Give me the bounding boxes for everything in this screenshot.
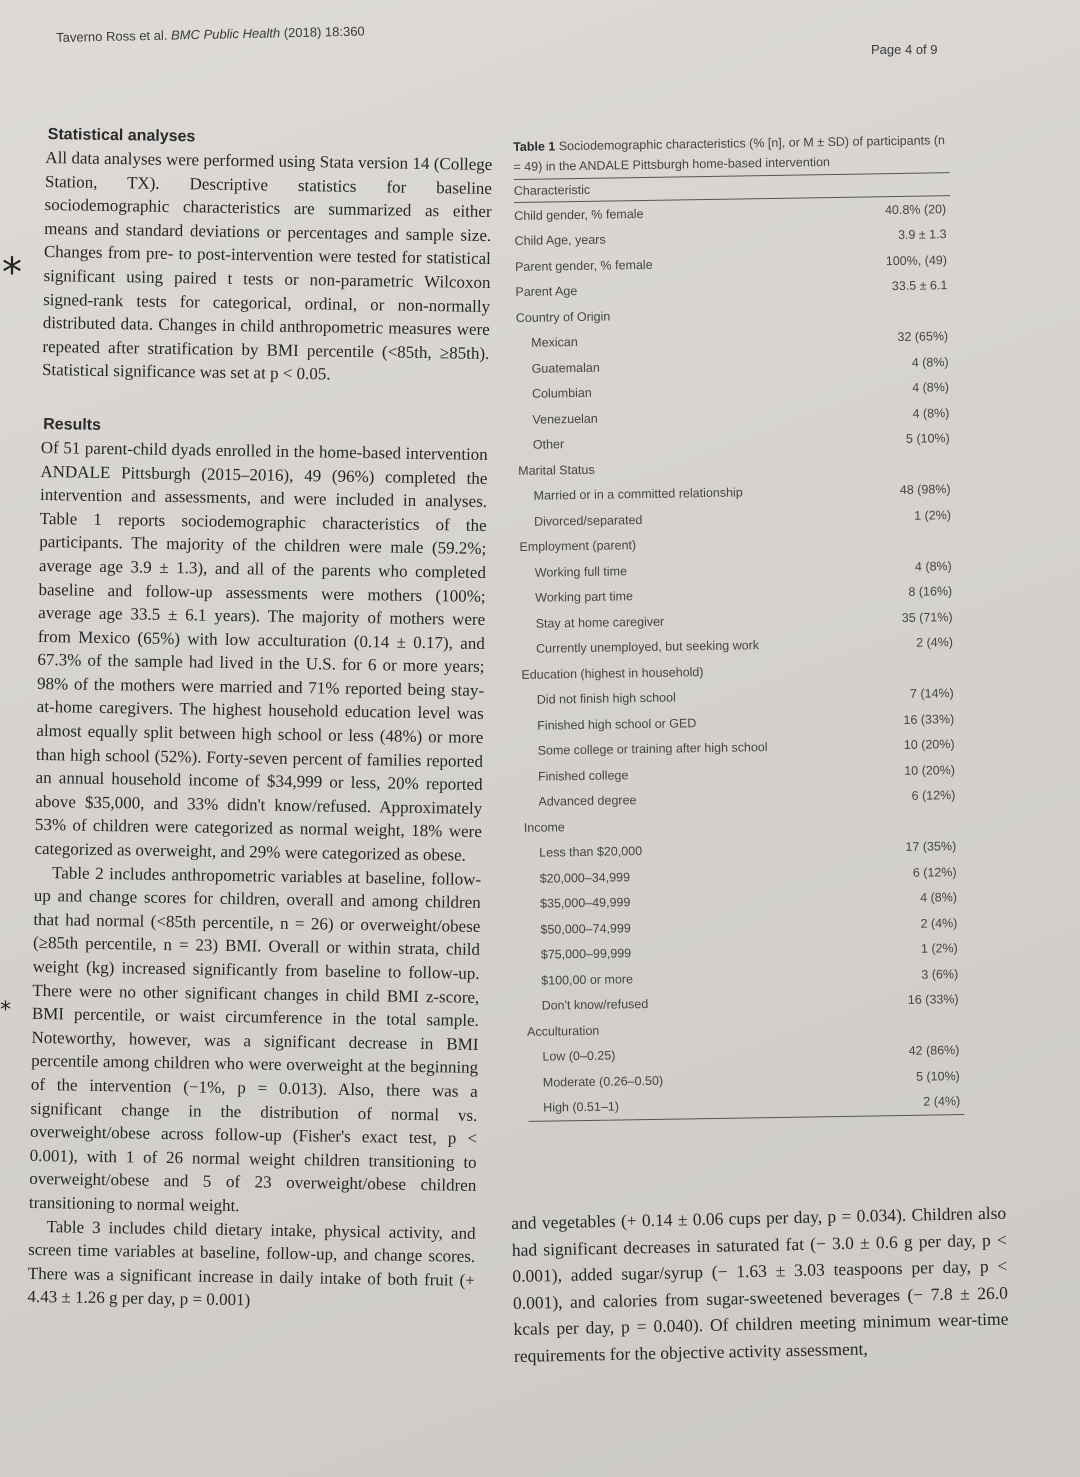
- table-cell-value: 3 (6%): [921, 966, 959, 982]
- table-cell-value: 1 (2%): [920, 941, 958, 956]
- table-cell-value: 3.9 ± 1.3: [897, 227, 947, 243]
- table-cell-value: 4 (8%): [912, 380, 950, 396]
- table-cell-label: $100,00 or more: [541, 971, 634, 988]
- results-paragraph-2: Table 2 includes anthropometric variables at baseline, follow-up and change scores for children, overall and among children that had normal (<85th percentile, n = 26) or overweight/obese (≥85th percentile, n = 23) BMI. Overall or within strata, child weight (kg) increased significantly from baseline to follow-up. There were no other significant changes in child BMI z-score, BMI percentile, or waist circumference in the total sample. Noteworthy, however, was a significant decrease in BMI percentile among children who were overweight at the beginning of the intervention (−1%, p = 0.013). Also, there was a significant change in the distribution of normal vs. overweight/obese across follow-up (Fisher's exact test, p < 0.001), with 1 of 26 normal weight children transitioning to overweight/obese and 5 of 23 overweight/obese children transitioning to normal weight.: [28, 862, 482, 1216]
- table-cell-value: 6 (12%): [912, 864, 957, 880]
- table-cell-label: Columbian: [531, 386, 592, 401]
- table-cell-label: Child Age, years: [514, 232, 606, 249]
- table-cell-label: Less than $20,000: [539, 844, 643, 860]
- table-cell-label: $20,000–34,999: [539, 870, 631, 886]
- running-head: [56, 24, 365, 45]
- table-caption-label: Table 1: [513, 139, 556, 154]
- table-cell-value: 32 (65%): [897, 329, 949, 345]
- table-cell-label: Guatemalan: [531, 360, 600, 376]
- table-cell-label: Married or in a committed relationship: [533, 485, 743, 503]
- table-cell-label: Venezuelan: [532, 411, 598, 427]
- table-cell-label: Acculturation: [526, 1023, 600, 1039]
- table-caption-text: Sociodemographic characteristics (% [n], or M ± SD) of participants (n = 49) in the ANDALE Pittsburgh home-based intervention: [513, 133, 946, 174]
- table-cell-label: Country of Origin: [515, 309, 611, 325]
- table-cell-label: Parent Age: [515, 284, 578, 300]
- table-cell-value: 4 (8%): [914, 558, 952, 574]
- handwritten-asterisk-mark: *: [2, 250, 22, 296]
- table-cell-value: 100%, (49): [885, 252, 948, 268]
- table-cell-label: Mexican: [531, 335, 578, 350]
- table-cell-value: 10 (20%): [903, 737, 955, 753]
- table-cell-value: 4 (8%): [912, 405, 950, 421]
- table-cell-label: Moderate (0.26–0.50): [542, 1073, 664, 1090]
- table-cell-value: 1 (2%): [914, 507, 952, 523]
- table-cell-label: Income: [523, 820, 565, 835]
- table-cell-value: 2 (4%): [920, 915, 958, 931]
- results-paragraph-3: Table 3 includes child dietary intake, physical activity, and screen time variables at baseline, follow-up, and change scores. There was a significant increase in daily intake of both fruit (+ 4.43 ± 1.26 g per day, p = 0.001): [27, 1216, 476, 1310]
- running-head-authors: Taverno Ross et al.: [56, 27, 168, 45]
- right-column-paragraph: and vegetables (+ 0.14 ± 0.06 cups per day, p = 0.034). Children also had significant decreases in saturated fat (− 3.0 ± 0.6 g per day, p < 0.001), added sugar/syrup (− 1.63 ± 3.03 teaspoons per day, p < 0.001), and calories from sugar-sweetened beverages (− 7.8 ± 26.0 kcals per day, p = 0.040). Of children meeting minimum wear-time requirements for the objective activity assessment,: [511, 1202, 1009, 1366]
- table-cell-value: 2 (4%): [916, 635, 954, 650]
- table-cell-label: Employment (parent): [519, 538, 637, 555]
- running-head-journal: BMC Public Health: [170, 25, 281, 43]
- table-cell-value: 2 (4%): [923, 1094, 961, 1109]
- table-cell-label: Parent gender, % female: [514, 257, 653, 274]
- table-cell-value: 7 (14%): [909, 686, 954, 702]
- table-cell-label: Other: [532, 437, 565, 452]
- running-head-citation: (2018) 18:360: [283, 23, 365, 41]
- section-title-statistical-analyses: Statistical analyses: [47, 126, 196, 146]
- table-cell-label: Working full time: [534, 564, 628, 580]
- table-cell-value: 8 (16%): [908, 584, 953, 600]
- table-cell-label: $35,000–49,999: [539, 895, 631, 911]
- table-cell-label: Stay at home caregiver: [535, 614, 665, 631]
- table-cell-label: Don't know/refused: [541, 997, 649, 1013]
- table-cell-value: 40.8% (20): [884, 201, 947, 217]
- table-cell-value: 17 (35%): [905, 839, 957, 855]
- table-column-header: Characteristic: [513, 182, 591, 198]
- table-cell-value: 6 (12%): [911, 788, 956, 804]
- page-number: Page 4 of 9: [871, 42, 938, 57]
- table-cell-label: $75,000–99,999: [540, 946, 632, 962]
- table-body: [514, 196, 964, 1121]
- right-column: [511, 1200, 1009, 1369]
- table-cell-value: 5 (10%): [905, 431, 950, 447]
- table-cell-value: 16 (33%): [903, 711, 955, 727]
- table-cell-value: 33.5 ± 6.1: [891, 278, 948, 294]
- table-cell-label: Low (0–0.25): [542, 1048, 616, 1064]
- table-cell-value: 5 (10%): [915, 1068, 960, 1084]
- table-cell-value: 4 (8%): [920, 890, 958, 905]
- section-title-results: Results: [43, 415, 102, 434]
- table-cell-label: Working part time: [535, 589, 634, 605]
- handwritten-asterisk-mark-small: *: [0, 998, 11, 1023]
- table-cell-label: Currently unemployed, but seeking work: [535, 638, 760, 656]
- table-cell-value: 10 (20%): [904, 762, 956, 778]
- table-cell-label: Advanced degree: [538, 793, 637, 809]
- table-cell-label: Education (highest in household): [521, 664, 704, 682]
- table-cell-label: $50,000–74,999: [540, 920, 631, 937]
- table-cell-label: Finished high school or GED: [537, 715, 697, 733]
- table-cell-label: High (0.51–1): [543, 1099, 620, 1115]
- table-cell-label: Finished college: [537, 768, 629, 784]
- table-cell-label: Some college or training after high school: [537, 740, 768, 758]
- table-caption: [513, 131, 950, 177]
- table-cell-label: Divorced/separated: [533, 512, 643, 529]
- table-cell-value: 16 (33%): [907, 992, 959, 1008]
- table-cell-value: 35 (71%): [901, 609, 953, 625]
- table-cell-label: Did not finish high school: [536, 690, 676, 707]
- table-1: [513, 131, 964, 1122]
- left-column: [27, 118, 493, 1316]
- table-cell-label: Marital Status: [518, 462, 595, 478]
- statistical-analyses-paragraph: All data analyses were performed using Stata version 14 (College Station, TX). Descriptive statistics for baseline sociodemographic characteristics are summarized as either means and standard deviations or percentages and sample size. Changes from pre- to post-intervention were tested for statistical significant using paired t tests or non-parametric Wilcoxon signed-rank tests for categorical, ordinal, or non-normally distributed data. Changes in child anthropometric measures were repeated after stratification by BMI percentile (<85th, ≥85th). Statistical significance was set at p < 0.05.: [41, 147, 493, 384]
- table-cell-value: 48 (98%): [899, 482, 951, 498]
- table-cell-label: Child gender, % female: [514, 206, 644, 223]
- table-cell-value: 42 (86%): [908, 1043, 960, 1059]
- results-paragraph-1: Of 51 parent-child dyads enrolled in the home-based intervention ANDALE Pittsburgh (2015–2016), 49 (96%) completed the intervention and assessments, and were included in analyses. Table 1 reports sociodemographic characteristics of the participants. The majority of the children were male (59.2%; average age 3.9 ± 1.3), and all of the parents who completed baseline and follow-up assessments were mothers (100%; average age 33.5 ± 6.1 years). The majority of mothers were from Mexico (65%) with low acculturation (0.14 ± 0.17), and 67.3% of the sample had lived in the U.S. for 6 or more years; 98% of the mothers were married and 71% reported being stay-at-home caregivers. The highest household education level was almost equally split between high school or less (48%) or more than high school (52%). Forty-seven percent of families reported an annual household income of $34,999 or less, 20% reported above $35,000, and 33% didn't know/refused. Approximately 53% of children were categorized as normal weight, 18% were categorized as overweight, and 29% were categorized as obese.: [34, 437, 488, 865]
- table-cell-value: 4 (8%): [911, 354, 949, 370]
